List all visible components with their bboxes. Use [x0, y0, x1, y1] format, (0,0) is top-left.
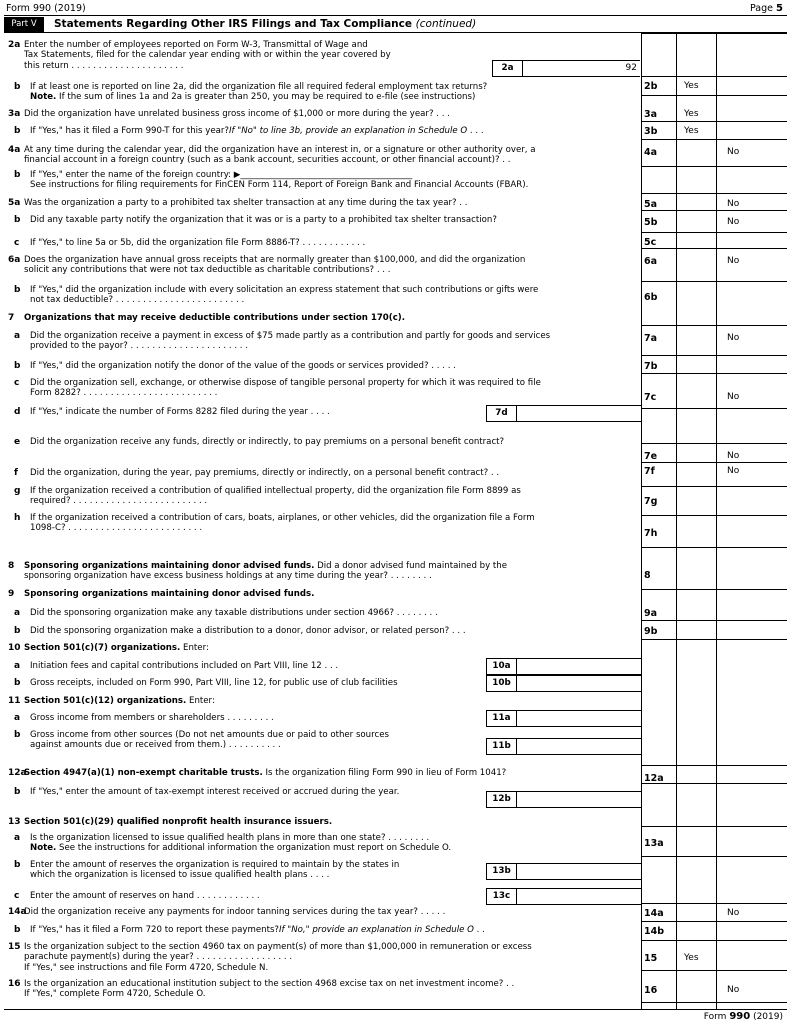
part-header: [4, 17, 787, 33]
question-number: b: [14, 215, 21, 225]
question-text-line: Did the organization, during the year, pay premiums, directly or indirectly, on a personal benefit contract? . .: [30, 468, 500, 478]
grid-row-divider: [641, 232, 787, 233]
grid-row-divider: [641, 639, 787, 640]
question-number: 12a: [8, 768, 27, 778]
answer-line-label: 9a: [644, 608, 658, 619]
grid-row-divider: [641, 443, 787, 444]
answer-line-label: 7g: [644, 496, 658, 507]
page-label: Page: [750, 3, 773, 14]
question-sub-a: [8, 833, 640, 854]
question-sub-b: [8, 126, 640, 136]
question-text-line: Did the organization receive a payment in excess of $75 made partly as a contribution and partly for goods and services: [30, 331, 551, 341]
answer-no[interactable]: No: [727, 333, 740, 343]
question-number: a: [14, 661, 21, 671]
question-number: b: [14, 126, 21, 136]
question-text-line: Is the organization licensed to issue qualified health plans in more than one state? . . . . . . . .: [30, 833, 430, 843]
answer-no[interactable]: No: [727, 985, 740, 995]
question-number: b: [14, 678, 21, 688]
inline-field-10a[interactable]: [486, 658, 641, 675]
inline-field-label: 10b: [487, 676, 517, 691]
grid-row-divider: [641, 248, 787, 249]
question-sub-c: [8, 378, 640, 399]
part-title: [54, 18, 476, 30]
answer-line-label: 5a: [644, 199, 658, 210]
question-text-line: 1098-C? . . . . . . . . . . . . . . . . . . . . . . . . .: [30, 523, 203, 534]
question-text-line: financial account in a foreign country (such as a bank account, securities account, or other financial account)? . .: [24, 155, 511, 166]
inline-field-2a[interactable]: [492, 60, 640, 77]
question-9: [8, 589, 640, 599]
grid-row-divider: [641, 589, 787, 590]
question-sub-b: [8, 361, 640, 371]
question-number: c: [14, 378, 20, 388]
grid-row-divider: [641, 95, 787, 96]
question-sub-c: [8, 238, 640, 248]
answer-line-label: 14a: [644, 908, 664, 919]
footer: [704, 1011, 783, 1022]
answer-no[interactable]: No: [727, 199, 740, 209]
question-text: [30, 925, 640, 935]
question-number: 15: [8, 942, 21, 952]
question-text: [30, 437, 640, 447]
answer-no[interactable]: No: [727, 908, 740, 918]
question-sub-b: [8, 860, 488, 881]
question-4a: [8, 145, 640, 166]
answer-line-label: 7c: [644, 392, 657, 403]
question-number: a: [14, 331, 21, 341]
grid-column-divider: [641, 33, 642, 1010]
question-number: h: [14, 513, 21, 523]
question-text: [24, 255, 640, 276]
question-text: [30, 285, 640, 306]
question-sub-b: [8, 626, 640, 636]
question-sub-b: [8, 285, 640, 306]
grid-row-divider: [641, 210, 787, 211]
question-text-line: Is the organization an educational institution subject to the section 4968 excise tax on net investment income? . .: [24, 979, 515, 989]
question-text: [30, 860, 488, 881]
answer-line-label: 16: [644, 985, 658, 996]
question-text: [30, 486, 640, 507]
question-text-line: If "Yes," did the organization notify the donor of the value of the goods or services provided? . . . . .: [30, 361, 456, 371]
inline-field-label: 13c: [487, 889, 517, 904]
grid-row-divider: [641, 33, 787, 34]
question-number: 13: [8, 817, 21, 827]
question-number: e: [14, 437, 21, 447]
question-2a: [8, 40, 488, 71]
question-text-line: Did the organization have unrelated business gross income of $1,000 or more during the year? . . .: [24, 109, 450, 119]
question-number: b: [14, 170, 21, 180]
grid-row-divider: [641, 139, 787, 140]
grid-row-divider: [641, 193, 787, 194]
form-id: Form 990 (2019): [6, 3, 86, 14]
grid-row-divider: [641, 515, 787, 516]
question-text: [30, 361, 640, 371]
answer-line-label: 3a: [644, 109, 658, 120]
question-text: [30, 661, 488, 671]
question-text: [30, 468, 640, 478]
question-number: d: [14, 407, 21, 417]
question-text-line: At any time during the calendar year, did the organization have an interest in, or a signature or other authority over, a: [24, 145, 536, 155]
grid-column-divider: [716, 33, 717, 1010]
grid-row-divider: [641, 940, 787, 941]
question-number: 9: [8, 589, 15, 599]
inline-field-label: 11b: [487, 739, 517, 754]
answer-line-label: 14b: [644, 926, 665, 937]
answer-no[interactable]: No: [727, 451, 740, 461]
question-text: [30, 513, 640, 534]
answer-line-label: 15: [644, 953, 658, 964]
question-number: b: [14, 285, 21, 295]
question-15: [8, 942, 640, 973]
inline-field-10b[interactable]: [486, 675, 641, 692]
answer-no[interactable]: No: [727, 256, 740, 266]
page-number-value: 5: [776, 3, 783, 14]
question-text-line: Note. If the sum of lines 1a and 2a is greater than 250, you may be required to e-file (see instructions): [30, 92, 476, 103]
question-text-line: Was the organization a party to a prohibited tax shelter transaction at any time during the tax year? . .: [24, 198, 468, 208]
question-text-line: Sponsoring organizations maintaining donor advised funds. Did a donor advised fund maintained by the: [24, 561, 508, 571]
answer-line-label: 4a: [644, 147, 658, 158]
question-number: b: [14, 626, 21, 636]
question-text: [30, 678, 488, 688]
question-number: 2a: [8, 40, 21, 50]
part-title-text: Statements Regarding Other IRS Filings and Tax Compliance: [54, 18, 413, 30]
inline-field-label: 12b: [487, 792, 517, 807]
question-text-line: Did the organization sell, exchange, or otherwise dispose of tangible personal property for which it was required to file: [30, 378, 541, 388]
question-text: [30, 626, 640, 636]
answer-line-label: 7h: [644, 528, 658, 539]
grid-row-divider: [641, 408, 787, 409]
question-text-line: Did the sponsoring organization make a distribution to a donor, donor advisor, or related person? . . .: [30, 626, 466, 636]
answer-no[interactable]: No: [727, 466, 740, 476]
answer-line-label: 7a: [644, 333, 658, 344]
question-number: 11: [8, 696, 21, 706]
question-text: [24, 979, 640, 1000]
question-text-line: Initiation fees and capital contributions included on Part VIII, line 12 . . .: [30, 661, 339, 671]
grid-row-divider: [641, 620, 787, 621]
question-text-line: Did the organization receive any funds, directly or indirectly, to pay premiums on a personal benefit contract?: [30, 437, 505, 447]
part-tag: Part V: [4, 17, 44, 32]
question-text: [30, 215, 640, 225]
question-number: c: [14, 238, 20, 248]
question-text-line: If "Yes," has it filed a Form 990-T for this year?If "No" to line 3b, provide an explanation in Schedule O . . .: [30, 126, 484, 136]
question-text: [24, 942, 640, 973]
question-text-line: solicit any contributions that were not tax deductible as charitable contributions? . . .: [24, 265, 391, 276]
grid-row-divider: [641, 903, 787, 904]
answer-yes[interactable]: Yes: [684, 953, 699, 963]
question-number: 8: [8, 561, 15, 571]
question-text-line: If "Yes," complete Form 4720, Schedule O.: [24, 989, 206, 1000]
question-text-line: Is the organization subject to the section 4960 tax on payment(s) of more than $1,000,000 in remuneration or excess: [24, 942, 532, 952]
question-number: 10: [8, 643, 21, 653]
question-text-line: Section 4947(a)(1) non-exempt charitable trusts. Is the organization filing Form 990 in lieu of Form 1041?: [24, 768, 507, 778]
question-text-line: Enter the amount of reserves on hand . . . . . . . . . . . .: [30, 891, 260, 901]
grid-row-divider: [641, 826, 787, 827]
question-text: [24, 643, 640, 653]
footer-year: (2019): [753, 1012, 783, 1022]
question-number: 14a: [8, 907, 27, 917]
question-sub-b: [8, 678, 488, 688]
grid-row-divider: [641, 765, 787, 766]
inline-field-11b[interactable]: [486, 738, 641, 755]
question-11: [8, 696, 640, 706]
inline-field-13c[interactable]: [486, 888, 641, 905]
question-text-line: If "Yes," has it filed a Form 720 to report these payments?If "No," provide an explanation in Schedule O . .: [30, 925, 485, 935]
question-text-line: See instructions for filing requirements for FinCEN Form 114, Report of Foreign Bank and Financial Accounts (FBAR).: [30, 180, 529, 191]
question-sub-f: [8, 468, 640, 478]
question-text-line: Did any taxable party notify the organization that it was or is a party to a prohibited tax shelter transaction?: [30, 215, 497, 225]
question-text: [30, 787, 488, 797]
question-text: [30, 378, 640, 399]
question-text-line: If at least one is reported on line 2a, did the organization file all required federal employment tax returns?: [30, 82, 488, 92]
question-text-line: provided to the payor? . . . . . . . . . . . . . . . . . . . . . .: [30, 341, 249, 352]
part-title-suffix: (continued): [415, 18, 477, 30]
grid-row-divider: [641, 373, 787, 374]
answer-line-label: 13a: [644, 838, 664, 849]
question-sub-b: [8, 170, 640, 191]
question-text: [24, 145, 640, 166]
question-number: 7: [8, 313, 15, 323]
grid-row-divider: [641, 166, 787, 167]
question-number: 3a: [8, 109, 21, 119]
question-6a: [8, 255, 640, 276]
question-text: [24, 768, 640, 778]
question-text-line: this return . . . . . . . . . . . . . . . . . . . . .: [24, 60, 184, 71]
grid-row-divider: [641, 486, 787, 487]
answer-line-label: 3b: [644, 126, 658, 137]
question-sub-b: [8, 730, 488, 751]
question-text: [30, 891, 488, 901]
grid-row-divider: [641, 121, 787, 122]
answer-yes[interactable]: Yes: [684, 109, 699, 119]
question-sub-b: [8, 215, 640, 225]
question-text-line: Gross income from members or shareholders . . . . . . . . .: [30, 713, 274, 723]
question-text-line: Did the sponsoring organization make any taxable distributions under section 4966? . . . . . . . .: [30, 608, 438, 618]
question-13: [8, 817, 640, 827]
question-number: b: [14, 787, 21, 797]
question-number: c: [14, 891, 20, 901]
answer-line-label: 9b: [644, 626, 658, 637]
question-sub-g: [8, 486, 640, 507]
answer-yes[interactable]: Yes: [684, 81, 699, 91]
inline-field-7d[interactable]: [486, 405, 641, 422]
grid-row-divider: [641, 970, 787, 971]
question-16: [8, 979, 640, 1000]
question-text: [24, 198, 640, 208]
answer-line-label: 7f: [644, 466, 655, 477]
question-number: b: [14, 82, 21, 92]
grid-row-divider: [641, 76, 787, 77]
question-text-line: Section 501(c)(12) organizations. Enter:: [24, 696, 215, 706]
question-text-line: Section 501(c)(7) organizations. Enter:: [24, 643, 209, 653]
question-text-line: Form 8282? . . . . . . . . . . . . . . . . . . . . . . . . .: [30, 388, 218, 399]
question-number: a: [14, 833, 21, 843]
answer-line-label: 7e: [644, 451, 658, 462]
answer-no[interactable]: No: [727, 217, 740, 227]
question-text-line: If the organization received a contribution of cars, boats, airplanes, or other vehicles, did the organization file a Form: [30, 513, 535, 523]
question-text-line: Did the organization receive any payments for indoor tanning services during the tax year? . . . . .: [24, 907, 446, 917]
grid-row-divider: [641, 281, 787, 282]
answer-line-label: 5b: [644, 217, 658, 228]
inline-field-13b[interactable]: [486, 863, 641, 880]
question-text-line: parachute payment(s) during the year? . . . . . . . . . . . . . . . . . .: [24, 952, 293, 963]
question-text-line: Enter the number of employees reported on Form W-3, Transmittal of Wage and: [24, 40, 368, 50]
question-text: [30, 833, 640, 854]
question-sub-e: [8, 437, 640, 447]
grid-row-divider: [641, 1002, 787, 1003]
question-number: 4a: [8, 145, 21, 155]
question-sub-a: [8, 331, 640, 352]
inline-field-11a[interactable]: [486, 710, 641, 727]
question-text: [24, 109, 640, 119]
question-text-line: Note. See the instructions for additional information the organization must report on Schedule O.: [30, 843, 452, 854]
question-7: [8, 313, 640, 323]
question-text-line: If "Yes," see instructions and file Form 4720, Schedule N.: [24, 962, 269, 973]
grid-row-divider: [641, 856, 787, 857]
question-text-line: Gross receipts, included on Form 990, Part VIII, line 12, for public use of club facilities: [30, 678, 398, 688]
question-text-line: If "Yes," enter the amount of tax-exempt interest received or accrued during the year.: [30, 787, 400, 797]
question-text: [24, 313, 640, 323]
question-text-line: Gross income from other sources (Do not net amounts due or paid to other sources: [30, 730, 389, 740]
footer-form-number: 990: [729, 1011, 751, 1022]
inline-field-label: 11a: [487, 711, 517, 726]
answer-line-label: 8: [644, 570, 651, 581]
question-text: [24, 696, 640, 706]
inline-field-12b[interactable]: [486, 791, 641, 808]
question-number: b: [14, 860, 21, 870]
question-text-line: Enter the amount of reserves the organization is required to maintain by the states in: [30, 860, 400, 870]
question-number: a: [14, 713, 21, 723]
question-number: a: [14, 608, 21, 618]
question-number: 16: [8, 979, 21, 989]
question-text-line: which the organization is licensed to issue qualified health plans . . . .: [30, 870, 330, 881]
question-3a: [8, 109, 640, 119]
inline-field-label: 10a: [487, 659, 517, 674]
question-number: b: [14, 925, 21, 935]
question-text-line: against amounts due or received from them.) . . . . . . . . . .: [30, 740, 281, 751]
question-number: 6a: [8, 255, 21, 265]
footer-rule: [4, 1009, 787, 1010]
inline-field-label: 2a: [493, 61, 523, 76]
question-sub-a: [8, 713, 488, 723]
question-number: b: [14, 730, 21, 740]
question-text: [24, 561, 640, 582]
question-number: g: [14, 486, 21, 496]
answer-yes[interactable]: Yes: [684, 126, 699, 136]
question-text: [30, 713, 488, 723]
question-text: [30, 126, 640, 136]
question-text-line: required? . . . . . . . . . . . . . . . . . . . . . . . . .: [30, 496, 208, 507]
answer-line-label: 6a: [644, 256, 658, 267]
answer-line-label: 12a: [644, 773, 664, 784]
page-number: [750, 3, 783, 14]
inline-field-value[interactable]: 92: [625, 63, 637, 73]
question-text-line: Sponsoring organizations maintaining donor advised funds.: [24, 589, 315, 599]
grid-row-divider: [641, 462, 787, 463]
answer-line-label: 6b: [644, 292, 658, 303]
question-text: [24, 817, 640, 827]
question-sub-b: [8, 787, 488, 797]
question-sub-a: [8, 661, 488, 671]
answer-line-label: 5c: [644, 237, 657, 248]
grid-row-divider: [641, 355, 787, 356]
question-text: [24, 589, 640, 599]
question-sub-b: [8, 925, 640, 935]
question-text-line: If "Yes," enter the name of the foreign country: ▶________________________________________: [30, 170, 413, 180]
answer-line-label: 2b: [644, 81, 658, 92]
question-text-line: Tax Statements, filed for the calendar year ending with or within the year covered by: [24, 50, 391, 61]
question-text-line: Organizations that may receive deductible contributions under section 170(c).: [24, 313, 405, 323]
question-10: [8, 643, 640, 653]
question-number: 5a: [8, 198, 21, 208]
question-sub-b: [8, 82, 640, 103]
grid-column-divider: [676, 33, 677, 1010]
question-text-line: Section 501(c)(29) qualified nonprofit health insurance issuers.: [24, 817, 333, 827]
question-5a: [8, 198, 640, 208]
question-text: [30, 730, 488, 751]
question-text-line: If "Yes," indicate the number of Forms 8282 filed during the year . . . .: [30, 407, 330, 417]
question-text: [30, 238, 640, 248]
question-text: [24, 907, 640, 917]
question-text-line: sponsoring organization have excess business holdings at any time during the year? . . . . . . . .: [24, 571, 432, 582]
question-sub-h: [8, 513, 640, 534]
question-12a: [8, 768, 640, 778]
inline-field-label: 7d: [487, 406, 517, 421]
grid-row-divider: [641, 325, 787, 326]
grid-row-divider: [641, 547, 787, 548]
question-text: [30, 170, 640, 191]
question-text-line: Does the organization have annual gross receipts that are normally greater than $100,000, and did the organization: [24, 255, 526, 265]
inline-field-label: 13b: [487, 864, 517, 879]
question-sub-a: [8, 608, 640, 618]
question-number: f: [14, 468, 18, 478]
question-text-line: If "Yes," to line 5a or 5b, did the organization file Form 8886-T? . . . . . . . . . . . .: [30, 238, 366, 248]
question-text: [30, 82, 640, 103]
question-text: [24, 40, 488, 71]
question-sub-c: [8, 891, 488, 901]
grid-row-divider: [641, 921, 787, 922]
answer-no[interactable]: No: [727, 392, 740, 402]
footer-form-prefix: Form: [703, 1012, 727, 1022]
question-text-line: not tax deductible? . . . . . . . . . . . . . . . . . . . . . . . .: [30, 295, 245, 306]
question-14a: [8, 907, 640, 917]
answer-no[interactable]: No: [727, 147, 740, 157]
answer-line-label: 7b: [644, 361, 658, 372]
top-rule: [4, 15, 787, 16]
question-text: [30, 608, 640, 618]
question-8: [8, 561, 640, 582]
question-text-line: If the organization received a contribution of qualified intellectual property, did the organization file Form 8899 as: [30, 486, 521, 496]
question-text-line: If "Yes," did the organization include with every solicitation an express statement that such contributions or gifts were: [30, 285, 539, 295]
question-text: [30, 331, 640, 352]
question-number: b: [14, 361, 21, 371]
